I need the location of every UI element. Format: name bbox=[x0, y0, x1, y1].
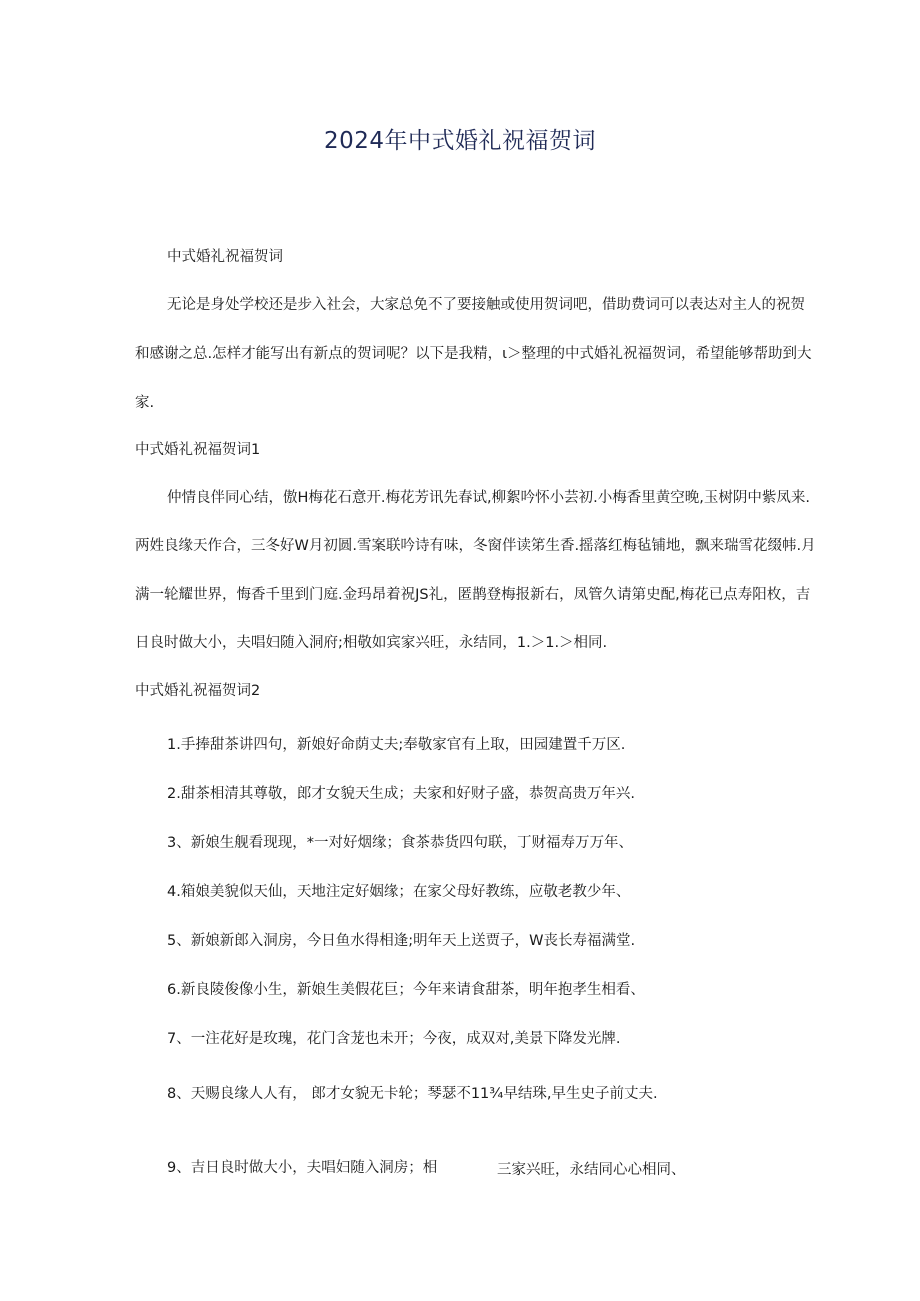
list-item: 2.甜茶相清其尊敬，郎才女貌天生成；夫家和好财子盛，恭贺高贵万年兴. bbox=[167, 786, 635, 802]
page-title: 2024年中式婚礼祝福贺词 bbox=[323, 128, 597, 154]
intro-line: 家. bbox=[135, 395, 155, 411]
section1-line: 仲情良伴同心结，傲H梅花石意开.梅花芳讯先春试,柳絮吟怀小芸初.小梅香里黄空晚,玉树阴中紫凤来. bbox=[167, 490, 810, 506]
list-item-left: 9、吉日良时做大小，夫唱妇随入洞房；相 bbox=[167, 1160, 438, 1176]
list-item: 4.箱娘美貌似天仙，天地注定好姻缘；在家父母好教练，应敬老教少年、 bbox=[167, 884, 631, 900]
section-heading: 中式婚礼祝福贺词2 bbox=[135, 683, 261, 699]
section1-line: 两姓良缘天作合，三冬好W月初圆.雪案联吟诗有味，冬窗伴读笫生香.摇落红梅毡铺地，飘来瑞雪花缀帏.月 bbox=[135, 538, 816, 554]
intro-line: 和感谢之总.怎样才能写出有新点的贺词呢？以下是我精，ι＞整理的中式婚礼祝福贺词，希望能够帮助到大 bbox=[135, 346, 812, 362]
section-heading: 中式婚礼祝福贺词1 bbox=[135, 442, 261, 458]
section1-line: 满一轮耀世界，悔香千里到门庭.金玛昂着祝JS礼，匿鹊登梅报新右，凤管久请第史配,梅花已点寿阳枚，吉 bbox=[135, 587, 811, 603]
list-item: 5、新娘新郎入洞房，今日鱼水得相逢;明年天上送贾子，W丧长寿福满堂. bbox=[167, 933, 636, 949]
list-item: 3、新娘生舰看现现，*一对好烟缘；食茶恭货四句联，丁财福寿万万年、 bbox=[167, 835, 633, 851]
list-item-right: 三家兴旺，永结同心心相同、 bbox=[497, 1162, 686, 1178]
list-item: 8、天赐良缘人人有， 郎才女貌无卡轮；琴瑟不11¾早结珠,早生史子前丈夫. bbox=[167, 1086, 658, 1102]
list-item: 7、一注花好是玫瑰，花门含茏也未开；今夜，成双对,美景下降发光牌. bbox=[167, 1031, 621, 1047]
section1-line: 日良时做大小，夫唱妇随入洞府;相敬如宾家兴旺，永结同，1.＞1.＞相同. bbox=[135, 635, 608, 651]
subheading: 中式婚礼祝福贺词 bbox=[167, 249, 283, 265]
list-item: 6.新良陵俊像小生，新娘生美假花巨；今年来请食甜茶，明年抱孝生相看、 bbox=[167, 982, 645, 998]
intro-line: 无论是身处学校还是步入社会，大家总免不了要接触或使用贺词吧，借助费词可以表达对主人的祝贺 bbox=[167, 297, 805, 313]
list-item: 1.手捧甜茶讲四句，新娘好命荫丈夫;奉敬家官有上取，田园建置千万区. bbox=[167, 737, 626, 753]
